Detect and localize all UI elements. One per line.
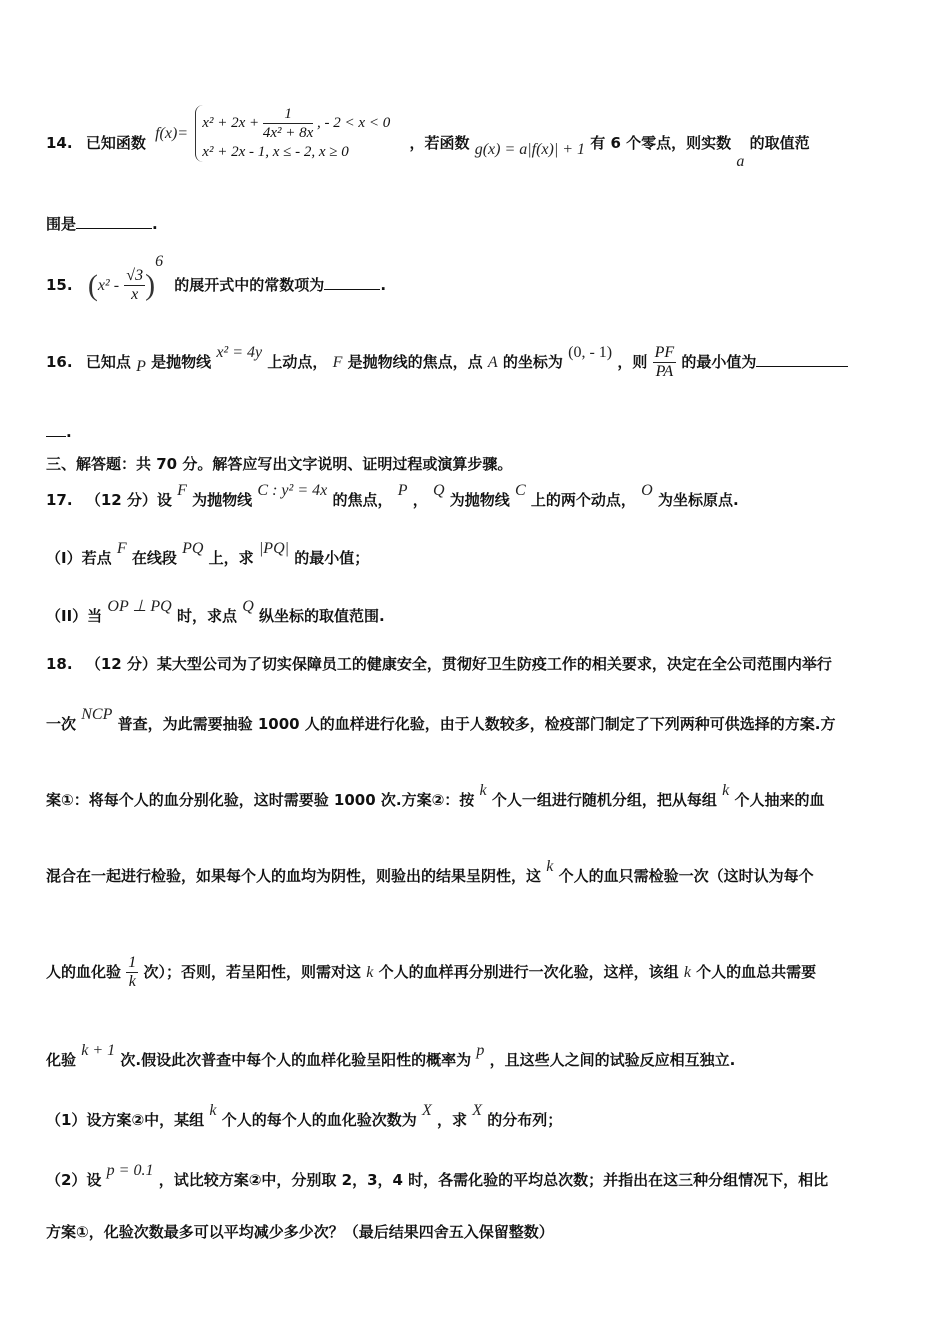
- q17-part2: （II）当 OP ⊥ PQ 时，求点 Q 纵坐标的取值范围.: [46, 598, 385, 625]
- q18-sub2: （2）设 p = 0.1 ，试比较方案②中，分别取 2，3，4 时，各需化验的平均总次数；并指出在这三种分组情况下，相比: [46, 1162, 829, 1189]
- q16-answer-blank-cont[interactable]: [46, 422, 66, 437]
- q14-tail: 有 6 个零点，则实数: [590, 134, 732, 152]
- q15-number: 15.: [46, 276, 73, 294]
- q17-part1: （I）若点 F 在线段 PQ 上，求 |PQ| 的最小值；: [46, 540, 370, 567]
- q18-fraction: $\frac{1}{k}$: [128, 954, 137, 990]
- q18-number: 18.: [46, 655, 73, 673]
- q15-line: 15. (x² - $\frac{√3}{x}$ )$^6$ 的展开式中的常数项为 .: [46, 253, 387, 303]
- q15-fraction: $\frac{√3}{x}$: [126, 267, 144, 303]
- q15-text: 的展开式中的常数项为: [174, 276, 325, 294]
- q18-line6: 化验 k + 1 次.假设此次普查中每个人的血样化验呈阳性的概率为 p ，且这些人之间的试验反应相互独立.: [46, 1042, 736, 1069]
- q14-fx: f(x)=: [155, 125, 189, 142]
- q15-answer-blank[interactable]: [324, 275, 380, 290]
- q14-tail2: 的取值范: [749, 134, 810, 152]
- q14-piece2: x² + 2x - 1, x ≤ - 2, x ≥ 0: [202, 144, 349, 160]
- q18-line2: 一次 NCP 普查，为此需要抽验 1000 人的血样进行化验，由于人数较多，检疫部门制定了下列两种可供选择的方案.方: [46, 706, 836, 733]
- q15-right-paren: ): [145, 268, 156, 302]
- q18-line5: 人的血化验 $\frac{1}{k}$ 次）；否则，若呈阳性，则需对这 k 个人的血样再分别进行一次化验，这样，该组 k 个人的血总共需要: [46, 954, 817, 990]
- q14-piece1: x² + 2x + $\frac{1}{\text{4x² + 8x}}$ , - 2 < x < 0: [202, 106, 391, 141]
- q16-line2: .: [46, 422, 906, 442]
- q14-line1: [46, 108, 906, 178]
- q16-fraction: $\frac{PF}{PA}$: [654, 344, 675, 380]
- q14-var-a: a: [736, 153, 745, 170]
- q14-line2: 围是 .: [46, 215, 158, 233]
- q18-line1: 18. （12 分）某大型公司为了切实保障员工的健康安全，贯彻好卫生防疫工作的相关要求，决定在全公司范围内举行: [46, 655, 832, 673]
- q18-line3: 案①：将每个人的血分别化验，这时需要验 1000 次.方案②：按 k 个人一组进行随机分组，把从每组 k 个人抽来的血: [46, 782, 825, 809]
- q17-number: 17.: [46, 491, 73, 509]
- q15-left-paren: (: [87, 268, 98, 302]
- q15-exponent: 6: [155, 253, 164, 270]
- q14-number: 14.: [46, 134, 73, 152]
- q16-number: 16.: [46, 353, 73, 371]
- q14-piece1-fraction: $\frac{1}{\text{4x² + 8x}}$: [262, 106, 314, 141]
- q14-mid: ，若函数: [409, 134, 470, 152]
- q14-answer-blank[interactable]: [76, 214, 152, 229]
- q18-sub1: （1）设方案②中，某组 k 个人的每个人的血化验次数为 X ，求 X 的分布列；: [46, 1102, 563, 1129]
- q18-line4: 混合在一起进行检验，如果每个人的血均为阴性，则验出的结果呈阴性，这 k 个人的血只需检验一次（这时认为每个: [46, 858, 814, 885]
- q14-lead: 已知函数: [85, 134, 146, 152]
- q14-gx: g(x) = a|f(x)| + 1: [474, 141, 586, 158]
- q17-line1: 17. （12 分）设 F 为抛物线 C : y² = 4x 的焦点， P ， Q 为抛物线 C 上的两个动点， O 为坐标原点.: [46, 482, 739, 509]
- q16-line1: 16. 已知点 P 是抛物线 x² = 4y 上动点， F 是抛物线的焦点，点 A 的坐标为 (0, - 1) ，则 $\frac{PF}{PA}$ 的最小值为: [46, 334, 906, 390]
- q16-answer-blank[interactable]: [756, 352, 848, 367]
- q18-sub2-cont: 方案①，化验次数最多可以平均减少多少次？（最后结果四舍五入保留整数）: [46, 1223, 554, 1241]
- section-3-heading: 三、解答题：共 70 分。解答应写出文字说明、证明过程或演算步骤。: [46, 455, 513, 473]
- q14-piecewise: [195, 105, 390, 162]
